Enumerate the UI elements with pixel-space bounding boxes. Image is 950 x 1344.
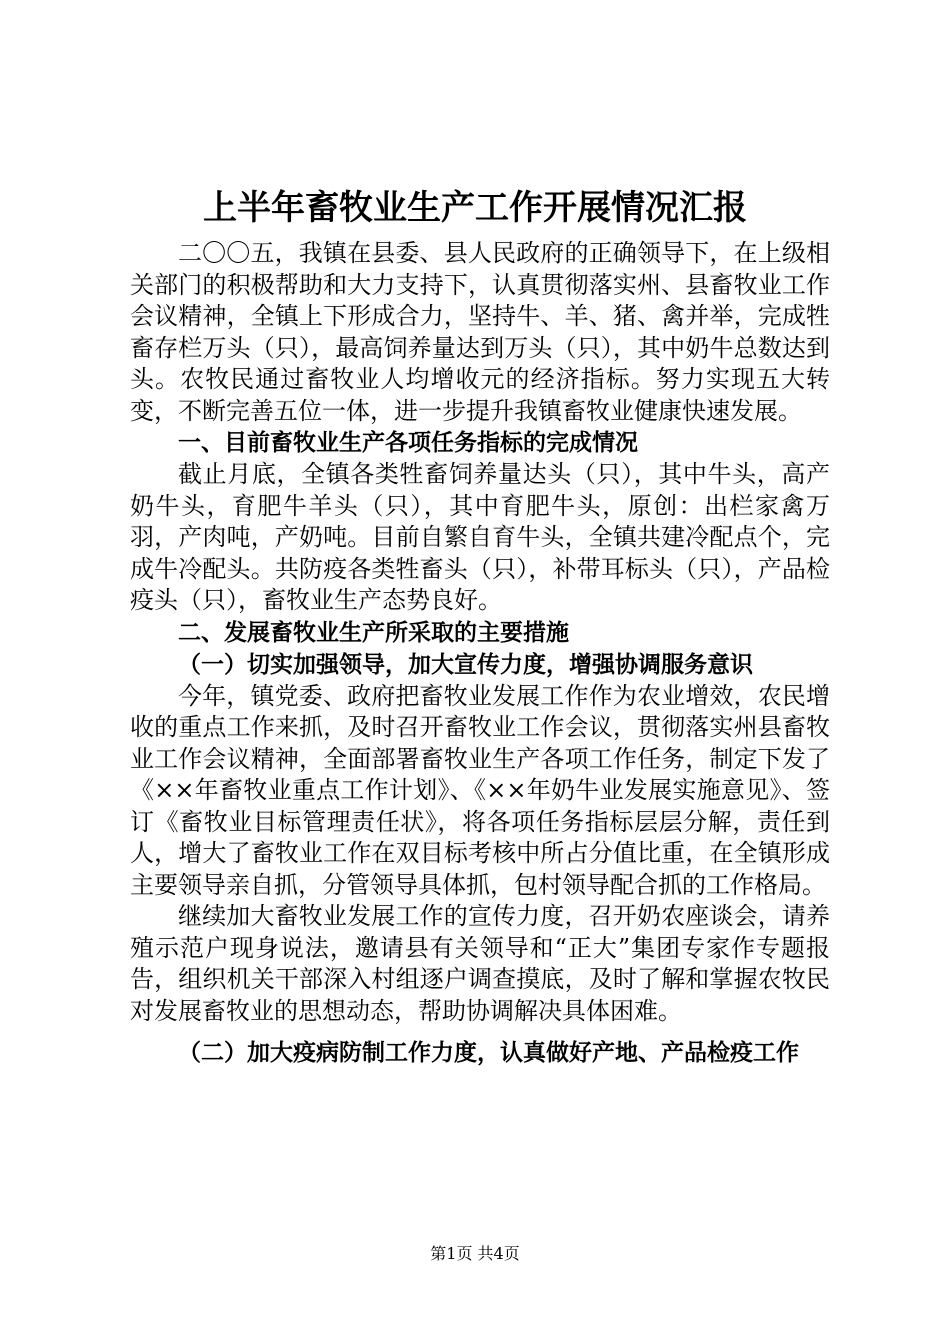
section-1-paragraph: 截止月底，全镇各类牲畜饲养量达头（只），其中牛头，高产奶牛头，育肥牛羊头（只），其中育肥牛头，原创：出栏家禽万羽，产肉吨，产奶吨。目前自繁自育牛头，全镇共建冷配点个，完成牛冷配头。共防疫各类牲畜头（只），补带耳标头（只），产品检疫头（只），畜牧业生产态势良好。 [130, 460, 830, 614]
subsection-heading-1: （一）切实加强领导，加大宣传力度，增强协调服务意识 [178, 651, 753, 678]
subsection-1-paragraph-2: 继续加大畜牧业发展工作的宣传力度，召开奶农座谈会，请养殖示范户现身说法，邀请县有关领导和“正大”集团专家作专题报告，组织机关干部深入村组逐户调查摸底，及时了解和掌握农牧民对发展畜牧业的思想动态，帮助协调解决具体困难。 [130, 902, 830, 1025]
section-heading-2: 二、发展畜牧业生产所采取的主要措施 [178, 619, 569, 646]
subsection-1-paragraph-1: 今年，镇党委、政府把畜牧业发展工作作为农业增效，农民增收的重点工作来抓，及时召开畜牧业工作会议，贯彻落实州县畜牧业工作会议精神，全面部署畜牧业生产各项工作任务，制定下发了《××年畜牧业重点工作计划》、《××年奶牛业发展实施意见》、签订《畜牧业目标管理责任状》，将各项任务指标层层分解，责任到人，增大了畜牧业工作在双目标考核中所占分值比重，在全镇形成主要领导亲自抓，分管领导具体抓，包村领导配合抓的工作格局。 [130, 681, 830, 899]
section-heading-1: 一、目前畜牧业生产各项任务指标的完成情况 [178, 430, 638, 456]
page-title: 上半年畜牧业生产工作开展情况汇报 [203, 188, 747, 228]
document-body [130, 238, 830, 1069]
page-footer: 第1页 共4页 [430, 1244, 520, 1263]
subsection-heading-2: （二）加大疫病防制工作力度，认真做好产地、产品检疫工作 [178, 1040, 799, 1066]
intro-paragraph: 二〇〇五，我镇在县委、县人民政府的正确领导下，在上级相关部门的积极帮助和大力支持下，认真贯彻落实州、县畜牧业工作会议精神，全镇上下形成合力，坚持牛、羊、猪、禽并举，完成牲畜存栏万头（只），最高饲养量达到万头（只），其中奶牛总数达到头。农牧民通过畜牧业人均增收元的经济指标。努力实现五大转变，不断完善五位一体，进一步提升我镇畜牧业健康快速发展。 [130, 239, 830, 425]
